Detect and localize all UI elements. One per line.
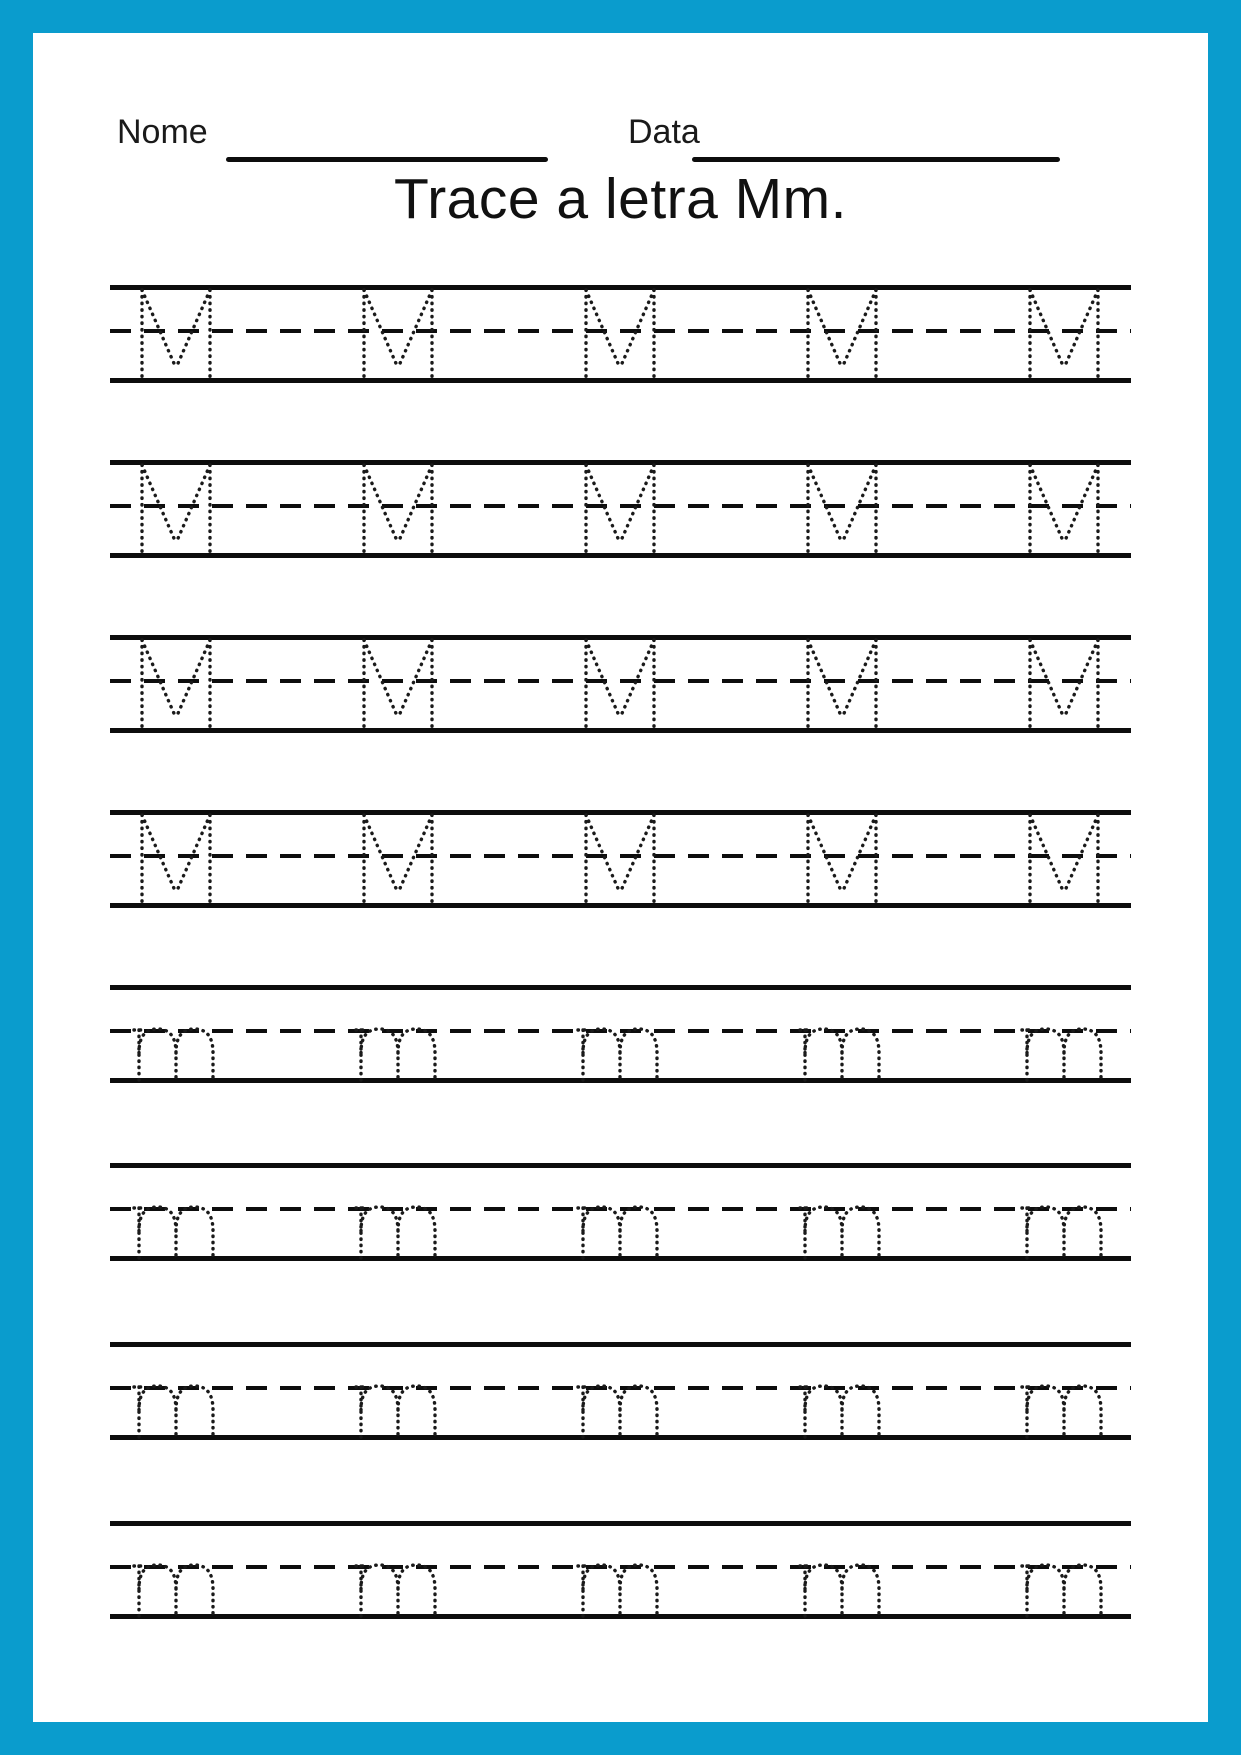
traceable-letter-m-3: [577, 1025, 663, 1083]
tracing-row-lowercase-1: [110, 985, 1131, 1083]
page-title: Trace a letra Mm.: [394, 167, 847, 231]
traceable-letter-M-2: [360, 638, 436, 731]
guideline-top: [110, 1521, 1131, 1526]
traceable-letter-m-3: [577, 1561, 663, 1619]
traceable-letter-m-2: [355, 1561, 441, 1619]
traceable-letter-m-1: [133, 1382, 219, 1440]
name-label: Nome: [117, 113, 208, 151]
traceable-letter-M-5: [1026, 463, 1102, 556]
guideline-top: [110, 1163, 1131, 1168]
traceable-letter-M-1: [138, 638, 214, 731]
traceable-letter-m-1: [133, 1561, 219, 1619]
tracing-row-lowercase-3: [110, 1342, 1131, 1440]
traceable-letter-m-4: [799, 1203, 885, 1261]
date-write-line: [692, 157, 1060, 162]
tracing-row-uppercase-3: [110, 635, 1131, 733]
traceable-letter-M-5: [1026, 813, 1102, 906]
traceable-letter-m-5: [1021, 1561, 1107, 1619]
tracing-row-lowercase-2: [110, 1163, 1131, 1261]
guideline-top: [110, 1342, 1131, 1347]
traceable-letter-m-2: [355, 1025, 441, 1083]
traceable-letter-m-4: [799, 1382, 885, 1440]
traceable-letter-M-5: [1026, 638, 1102, 731]
traceable-letter-M-4: [804, 288, 880, 381]
traceable-letter-M-4: [804, 813, 880, 906]
tracing-row-uppercase-2: [110, 460, 1131, 558]
traceable-letter-m-3: [577, 1203, 663, 1261]
traceable-letter-M-4: [804, 463, 880, 556]
traceable-letter-m-2: [355, 1382, 441, 1440]
traceable-letter-m-2: [355, 1203, 441, 1261]
name-write-line: [226, 157, 548, 162]
traceable-letter-m-1: [133, 1025, 219, 1083]
guideline-top: [110, 985, 1131, 990]
traceable-letter-M-4: [804, 638, 880, 731]
traceable-letter-M-2: [360, 288, 436, 381]
traceable-letter-M-2: [360, 813, 436, 906]
traceable-letter-M-2: [360, 463, 436, 556]
date-label: Data: [628, 113, 700, 151]
tracing-row-uppercase-4: [110, 810, 1131, 908]
traceable-letter-m-5: [1021, 1025, 1107, 1083]
traceable-letter-M-1: [138, 813, 214, 906]
traceable-letter-m-4: [799, 1561, 885, 1619]
traceable-letter-M-1: [138, 288, 214, 381]
traceable-letter-M-1: [138, 463, 214, 556]
tracing-row-lowercase-4: [110, 1521, 1131, 1619]
traceable-letter-M-3: [582, 463, 658, 556]
traceable-letter-M-3: [582, 813, 658, 906]
traceable-letter-m-4: [799, 1025, 885, 1083]
traceable-letter-M-5: [1026, 288, 1102, 381]
traceable-letter-m-5: [1021, 1382, 1107, 1440]
paper-area: [33, 33, 1208, 1722]
traceable-letter-M-3: [582, 288, 658, 381]
tracing-row-uppercase-1: [110, 285, 1131, 383]
traceable-letter-m-3: [577, 1382, 663, 1440]
traceable-letter-m-5: [1021, 1203, 1107, 1261]
traceable-letter-M-3: [582, 638, 658, 731]
traceable-letter-m-1: [133, 1203, 219, 1261]
